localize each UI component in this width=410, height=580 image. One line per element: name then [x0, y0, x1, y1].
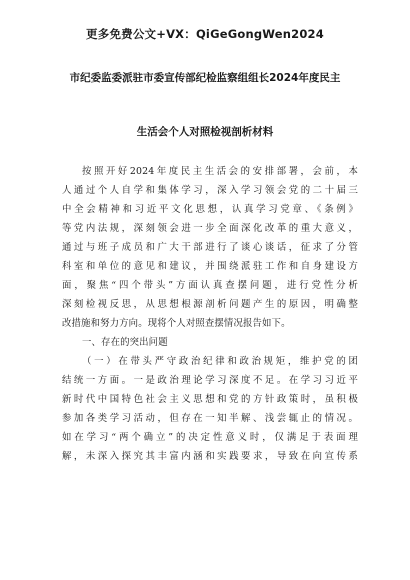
paragraph-line: 结统一方面。一是政治理论学习深度不足。在学习习近平	[62, 375, 358, 386]
paragraph-line: 参加各类学习活动，但存在一知半解、浅尝辄止的情况。	[62, 413, 358, 424]
document-title-line-2: 生活会个人对照检视剖析材料	[136, 126, 274, 138]
paragraph-line: 新时代中国特色社会主义思想和党的方针政策时，虽积极	[62, 394, 358, 405]
paragraph-line: 如在学习“两个确立”的决定性意义时，仅满足于表面理	[62, 432, 358, 443]
paragraph-line: 面，聚焦“四个带头”方面认真查摆问题，进行党性分析	[62, 280, 358, 291]
paragraph-line: 通过与班子成员和广大干部进行了谈心谈话，征求了分管	[62, 242, 358, 253]
paragraph-line: 改措施和努力方向。现将个人对照查摆情况报告如下。	[62, 318, 291, 329]
document-title-line-1: 市纪委监委派驻市委宣传部纪检监察组组长2024年度民主	[69, 72, 341, 84]
paragraph-line: 解，未深入探究其丰富内涵和实践要求，导致在向宣传系	[62, 451, 358, 462]
paragraph-line: 等党内法规，深刻领会进一步全面深化改革的重大意义，	[62, 223, 358, 234]
watermark-header: 更多免费公文+VX：QiGeGongWen2024	[86, 27, 324, 41]
section-heading: 一、存在的突出问题	[82, 337, 168, 348]
paragraph-line: 科室和单位的意见和建议，并围绕派驻工作和自身建设方	[62, 261, 358, 272]
paragraph-line: 人通过个人自学和集体学习，深入学习领会党的二十届三	[62, 185, 358, 196]
paragraph-line: 深刻检视反思，从思想根源剖析问题产生的原因，明确整	[62, 299, 358, 310]
paragraph-line: 中全会精神和习近平文化思想，认真学习党章、《条例》	[62, 204, 358, 215]
paragraph-line: （一）在带头严守政治纪律和政治规矩，维护党的团	[82, 356, 358, 367]
document-body	[62, 162, 358, 466]
paragraph-line: 按照开好2024年度民主生活会的安排部署，会前，本	[82, 166, 358, 177]
